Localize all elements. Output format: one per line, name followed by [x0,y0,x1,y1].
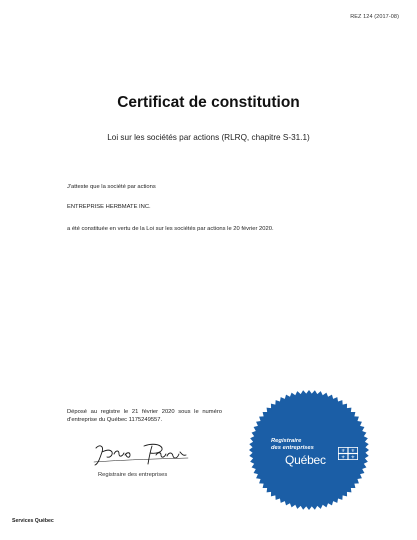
company-name: ENTREPRISE HERBMATE INC. [67,204,151,210]
svg-text:⚜: ⚜ [341,449,346,454]
seal-line2: des entreprises [271,445,314,451]
quebec-flag-icon [338,447,358,460]
seal-line1: Registraire [271,438,302,444]
attestation-text: J'atteste que la société par actions [67,184,156,190]
signature-image [92,440,192,468]
form-code: REZ 124 (2017-08) [350,14,399,20]
svg-text:⚜: ⚜ [350,449,355,454]
footer-label: Services Québec [12,518,54,524]
svg-text:⚜: ⚜ [350,455,355,460]
constitution-text: a été constituée en vertu de la Loi sur les sociétés par actions le 20 février 2020. [67,226,274,232]
signature-title: Registraire des entreprises [98,472,168,478]
document-subtitle: Loi sur les sociétés par actions (RLRQ, chapitre S-31.1) [107,133,310,142]
seal-brand: Québec [285,453,326,467]
deposit-text: Déposé au registre le 21 février 2020 sous le numéro d'entreprise du Québec 1175249557. [67,409,222,423]
document-title: Certificat de constitution [117,94,300,111]
svg-text:⚜: ⚜ [341,455,346,460]
